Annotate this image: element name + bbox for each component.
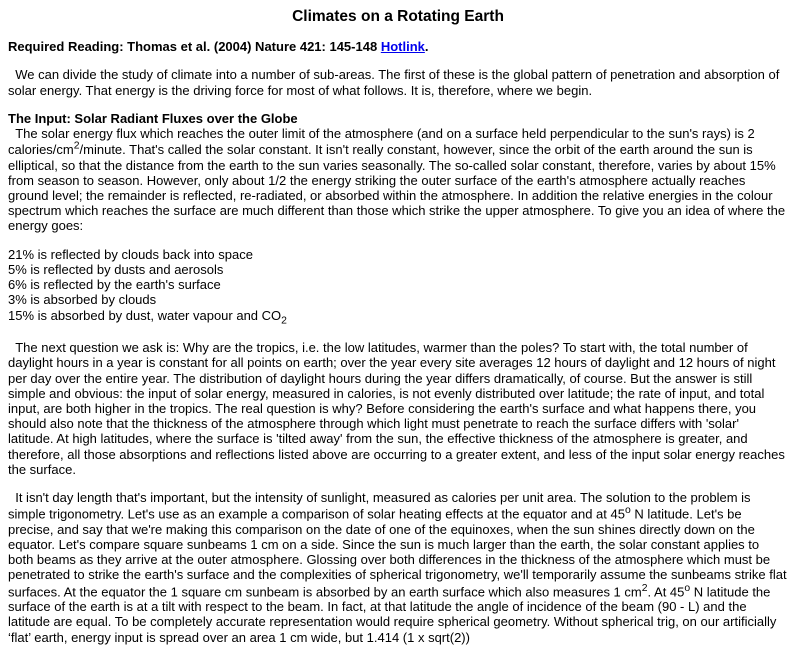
required-reading — [8, 39, 788, 54]
solar-flux-paragraph: The solar energy flux which reaches the outer limit of the atmosphere (and on a surface held perpendicular to the sun's rays) is 2 calories/$cm^2$/minute. That's called the solar constant. It isn't really constant, however, since the orbit of the earth around the sun is elliptical, so that the distance from the earth to the sun varies seasonally. The so-called solar constant, therefore, varies by about 15% from season to season. However, only about 1/2 the energy striking the outer surface of the earth's atmosphere actually reaches ground level; the remainder is reflected, re-radiated, or absorbed within the atmosphere. In addition the relative energies in the colour spectrum which reaches the surface are much different than those which strike the upper atmosphere. To give you an idea of where the energy goes: — [8, 125, 786, 234]
hotlink-link[interactable]: Hotlink — [380, 39, 425, 55]
list-item-dusts-aerosols: 5% is reflected by dusts and aerosols — [8, 261, 224, 277]
energy-budget-list — [8, 247, 788, 328]
solar-flux-section — [8, 111, 788, 234]
page-title: Climates on a Rotating Earth — [292, 8, 504, 25]
trigonometry-paragraph: It isn't day length that's important, but the intensity of sunlight, measured as calories per unit area. The solution to the problem is simple trigonometry. Let's use as an example a comparison of solar heating effects at the equator and at 45$^o$ N latitude. Let's be precise, and say that we're making this comparison on the date of one of the equinoxes, when the sun shines directly down on the equator. Let's compare square sunbeams 1 cm on a side. Since the sun is much larger than the earth, the solar constant applies to both beams as they arrive at the outer atmosphere. Glossing over both differences in the thickness of the atmosphere which must be penetrated to strike the earth's surface and the complexities of spherical trigonometry, we'll temporarily assume the sunbeams strike flat surfaces. At the equator the 1 square cm sunbeam is absorbed by an earth surface which also measures 1 $cm^2$. At 45$^o$ N latitude the surface of the earth is at a tilt with respect to the beam. In fact, at that latitude the angle of incidence of the beam (90 - L) and the latitude are equal. To be completely accurate representation would require spherical geometry. Without spherical trig, on our artificially ‘flat’ earth, energy input is spread over an area 1 cm wide, but 1.414 (1 x sqrt(2)) — [8, 490, 787, 645]
list-item-clouds-reflection: 21% is reflected by clouds back into space — [8, 246, 253, 262]
intro-paragraph: We can divide the study of climate into a number of sub-areas. The first of these is the global pattern of penetration and absorption of solar energy. That energy is the driving force for most of what follows. It is, therefore, where we begin. — [8, 67, 780, 98]
required-reading-period: . — [424, 39, 429, 55]
section-heading: The Input: Solar Radiant Fluxes over the Globe — [8, 110, 298, 126]
list-item-dust-water-co2: 15% is absorbed by dust, water vapour and $CO_2$ — [8, 307, 287, 327]
required-reading-text: Required Reading: Thomas et al. (2004) Nature 421: 145-148 — [8, 39, 381, 55]
list-item-clouds-absorption: 3% is absorbed by clouds — [8, 292, 157, 308]
daylight-paragraph: The next question we ask is: Why are the tropics, i.e. the low latitudes, warmer than the poles? To start with, the total number of daylight hours in a year is constant for all points on earth; over the year every site averages 12 hours of daylight and 12 hours of night per day over the entire year. The distribution of daylight hours during the year differs dramatically, of course. But the answer is still simple and obvious: the input of solar energy, measured in calories, is not evenly distributed over latitude; the rate of input, and total input, are both higher in the tropics. The real question is why? Before considering the earth's surface and what happens there, you should also note that the thickness of the atmosphere through which light must penetrate to reach the surface differs with 'solar' latitude. At high latitudes, where the surface is 'tilted away' from the sun, the effective thickness of the atmosphere is greater, and therefore, all those absorptions and reflections listed above are occurring to a greater extent, and less of the input solar energy reaches the surface. — [8, 340, 785, 477]
list-item-earth-surface: 6% is reflected by the earth's surface — [8, 277, 221, 293]
